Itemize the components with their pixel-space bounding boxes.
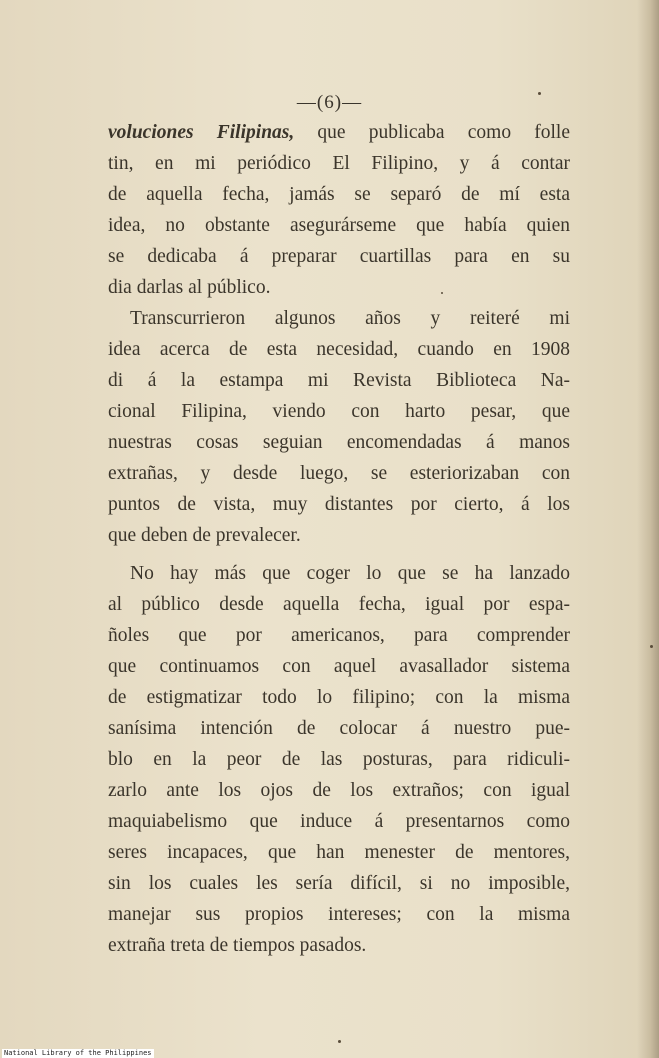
text-line: nuestras cosas seguian encomendadas á manos <box>108 432 570 453</box>
text-line: idea acerca de esta necesidad, cuando en 1908 <box>108 339 570 360</box>
text-line <box>108 117 570 148</box>
text-line: zarlo ante los ojos de los extraños; con igual <box>108 780 570 801</box>
text-line: que deben de prevalecer. <box>108 525 301 546</box>
paper-speck <box>538 92 541 95</box>
text-line: ñoles que por americanos, para comprender <box>108 625 570 646</box>
text-line: manejar sus propios intereses; con la misma <box>108 904 570 925</box>
text-fragment: que publicaba como folle <box>294 122 570 143</box>
paper-speck <box>441 292 443 294</box>
page-number: —(6)— <box>296 92 363 113</box>
text-line: al público desde aquella fecha, igual por espa- <box>108 594 570 615</box>
text-line: se dedicaba á preparar cuartillas para en su <box>108 246 570 267</box>
paper-speck <box>338 1040 341 1043</box>
text-line: de aquella fecha, jamás se separó de mí esta <box>108 184 570 205</box>
text-line: extrañas, y desde luego, se esteriorizaban con <box>108 463 570 484</box>
text-line: blo en la peor de las posturas, para ridiculi- <box>108 749 570 770</box>
text-line: cional Filipina, viendo con harto pesar, que <box>108 401 570 422</box>
page-edge-shadow <box>637 0 659 1058</box>
text-line: sin los cuales les sería difícil, si no imposible, <box>108 873 570 894</box>
text-line: dia darlas al público. <box>108 277 271 298</box>
text-line: maquiabelismo que induce á presentarnos como <box>108 811 570 832</box>
text-line: No hay más que coger lo que se ha lanzado <box>130 563 570 584</box>
paper-speck <box>650 645 653 648</box>
italic-fragment: voluciones Filipinas, <box>108 122 295 143</box>
text-line: tin, en mi periódico El Filipino, y á contar <box>108 153 570 174</box>
body-text <box>108 117 570 961</box>
text-line: sanísima intención de colocar á nuestro pue- <box>108 718 570 739</box>
text-line: que continuamos con aquel avasallador sistema <box>108 656 570 677</box>
library-credit: National Library of the Philippines <box>4 1049 152 1057</box>
text-line: idea, no obstante asegurárseme que había quien <box>108 215 570 236</box>
text-line: Transcurrieron algunos años y reiteré mi <box>130 308 570 329</box>
text-line: extraña treta de tiempos pasados. <box>108 935 367 956</box>
text-line: puntos de vista, muy distantes por cierto, á los <box>108 494 570 515</box>
text-line: di á la estampa mi Revista Biblioteca Na- <box>108 370 570 391</box>
text-line: seres incapaces, que han menester de mentores, <box>108 842 570 863</box>
text-line: de estigmatizar todo lo filipino; con la misma <box>108 687 570 708</box>
